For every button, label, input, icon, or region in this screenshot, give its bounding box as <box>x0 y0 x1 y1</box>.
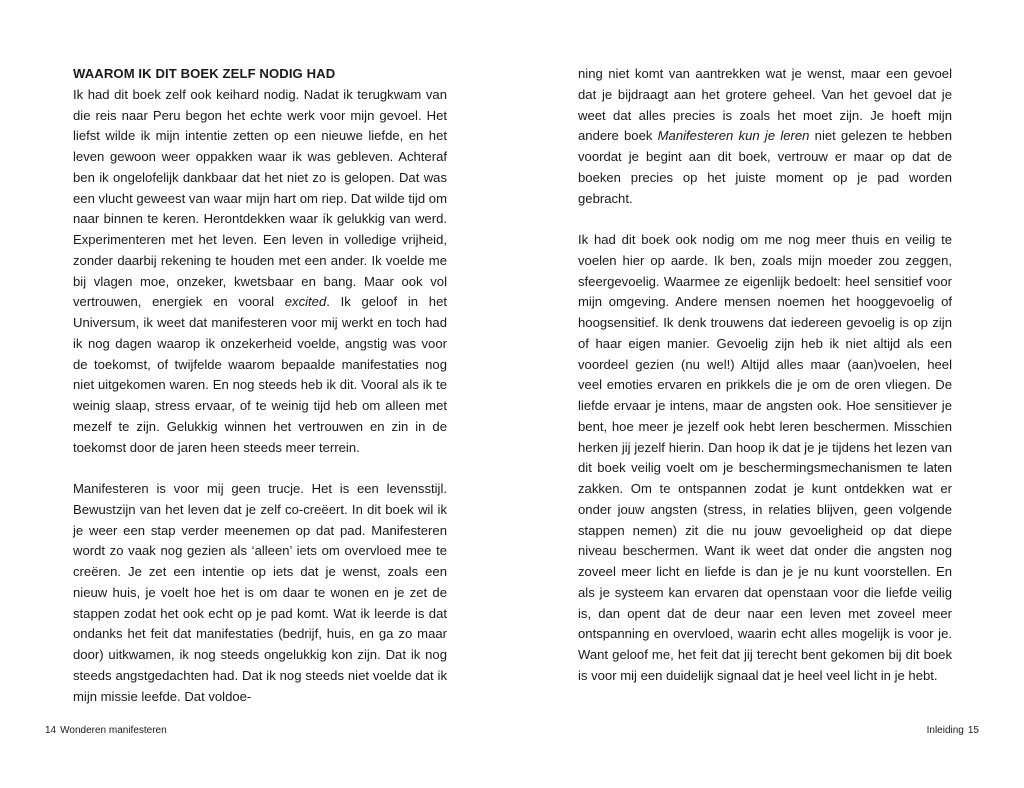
left-paragraph-1 <box>73 85 447 459</box>
right-paragraph-1-text-a: ning niet komt van aantrekken wat je wenst, maar een gevoel dat je bijdraagt aan het grotere geheel. Van het gevoel dat je weet dat alles precies is zoals het moet zijn. Je hoeft mijn andere boek <box>578 66 952 144</box>
left-running-title: Wonderen manifesteren <box>60 725 167 736</box>
right-paragraph-1-book-title: Manifesteren kun je leren <box>657 128 810 144</box>
right-page-number: 15 <box>967 725 979 736</box>
left-paragraph-2: Manifesteren is voor mij geen trucje. Het is een levensstijl. Bewustzijn van het leven dat je zelf co-creëert. In dit boek wil ik je weer een stap verder meenemen op dat pad. Manifesteren wordt zo vaak nog gezien als ‘alleen’ iets om overvloed mee te creëren. Je zet een intentie op iets dat je wenst, zoals een nieuw huis, je voelt hoe het is om daar te wonen en je zet de stappen zodat het ook echt op je pad komt. Wat ik leerde is dat ondanks het feit dat manifestaties (bedrijf, huis, en ga zo maar door) uitkwamen, ik nog steeds ongelukkig kon zijn. Dat ik nog steeds angstgedachten had. Dat ik nog steeds niet voelde dat ik mijn missie leefde. Dat voldoe- <box>73 481 447 704</box>
right-running-title: Inleiding <box>926 725 964 736</box>
left-text-column <box>73 64 447 707</box>
left-page-footer <box>45 724 167 738</box>
left-paragraph-1-text-b: . Ik geloof in het Universum, ik weet dat manifesteren voor mij werkt en toch had ik nog dagen waarop ik onzekerheid voelde, angstig was voor de toekomst, of twijfelde waarom bepaalde manifestaties nog niet uitgekomen waren. En nog steeds heb ik dit. Vooral als ik te weinig slaap, stress ervaar, of te weinig tijd heb om alleen met mezelf te zijn. Gelukkig winnen het vertrouwen en zin in de toekomst door de jaren heen steeds meer terrein. <box>73 294 447 455</box>
right-text-column <box>578 64 952 687</box>
left-paragraph-1-emphasis: excited <box>284 294 327 310</box>
right-page <box>512 0 1024 788</box>
right-page-footer <box>927 724 979 738</box>
right-paragraph-1-text-b: niet gelezen te hebben voordat je begint aan dit boek, vertrouw er maar op dat de boeken precies op het juiste moment op je pad worden gebracht. <box>578 128 952 206</box>
right-paragraph-2: Ik had dit boek ook nodig om me nog meer thuis en veilig te voelen hier op aarde. Ik ben, zoals mijn moeder zou zeggen, sfeergevoelig. Waarmee ze eigenlijk bedoelt: heel sensitief voor mijn omgeving. Andere mensen noemen het hooggevoelig of hoogsensitief. Ik denk trouwens dat iedereen gevoelig is op zijn of haar eigen manier. Gevoelig zijn heb ik niet altijd als een voordeel gezien (nu wel!) Altijd alles maar (aan)voelen, heel veel emoties ervaren en prikkels die je om de oren vliegen. De liefde ervaar je intens, maar de angsten ook. Hoe sensitiever je bent, hoe meer je jezelf ook hebt leren beschermen. Misschien herken jij jezelf hierin. Dan hoop ik dat je je tijdens het lezen van dit boek veilig voelt om je beschermingsmechanismen te laten zakken. Om te ontspannen zodat je kunt ontdekken wat er onder jouw angsten (stress, in relaties blijven, geen volgende stappen nemen) zit die nu jouw gevoeligheid op dat diepe niveau beschermen. Want ik weet dat onder die angsten nog zoveel meer licht en liefde is dan je je nu kunt voorstellen. En als je systeem kan ervaren dat openstaan voor die liefde veilig is, dan opent dat de deur naar een leven met zoveel meer ontspanning en overvloed, waarin echt alles mogelijk is voor je. Want geloof me, het feit dat jij terecht bent gekomen bij dit boek is voor mij een duidelijk signaal dat je heel veel licht in je hebt. <box>578 232 952 683</box>
right-paragraph-1 <box>578 64 952 209</box>
left-paragraph-1-text-a: Ik had dit boek zelf ook keihard nodig. Nadat ik terugkwam van die reis naar Peru begon het echte werk voor mijn gevoel. Het liefst wilde ik mijn intentie zetten op een nieuwe liefde, en het leven gewoon weer oppakken waar ik was gebleven. Achteraf ben ik ongelofelijk dankbaar dat het niet zo is gelopen. Dat was een vlucht geweest van waar mijn hart om riep. Dat wilde tijd om naar binnen te keren. Herontdekken waar ík gelukkig van werd. Experimenteren met het leven. Een leven in volledige vrijheid, zonder daarbij rekening te houden met een ander. Ik voelde me bij vlagen moe, onzeker, kwetsbaar en bang. Maar ook vol vertrouwen, energiek en vooral <box>73 86 447 310</box>
left-page-number: 14 <box>45 725 57 736</box>
section-heading: WAAROM IK DIT BOEK ZELF NODIG HAD <box>73 66 336 81</box>
